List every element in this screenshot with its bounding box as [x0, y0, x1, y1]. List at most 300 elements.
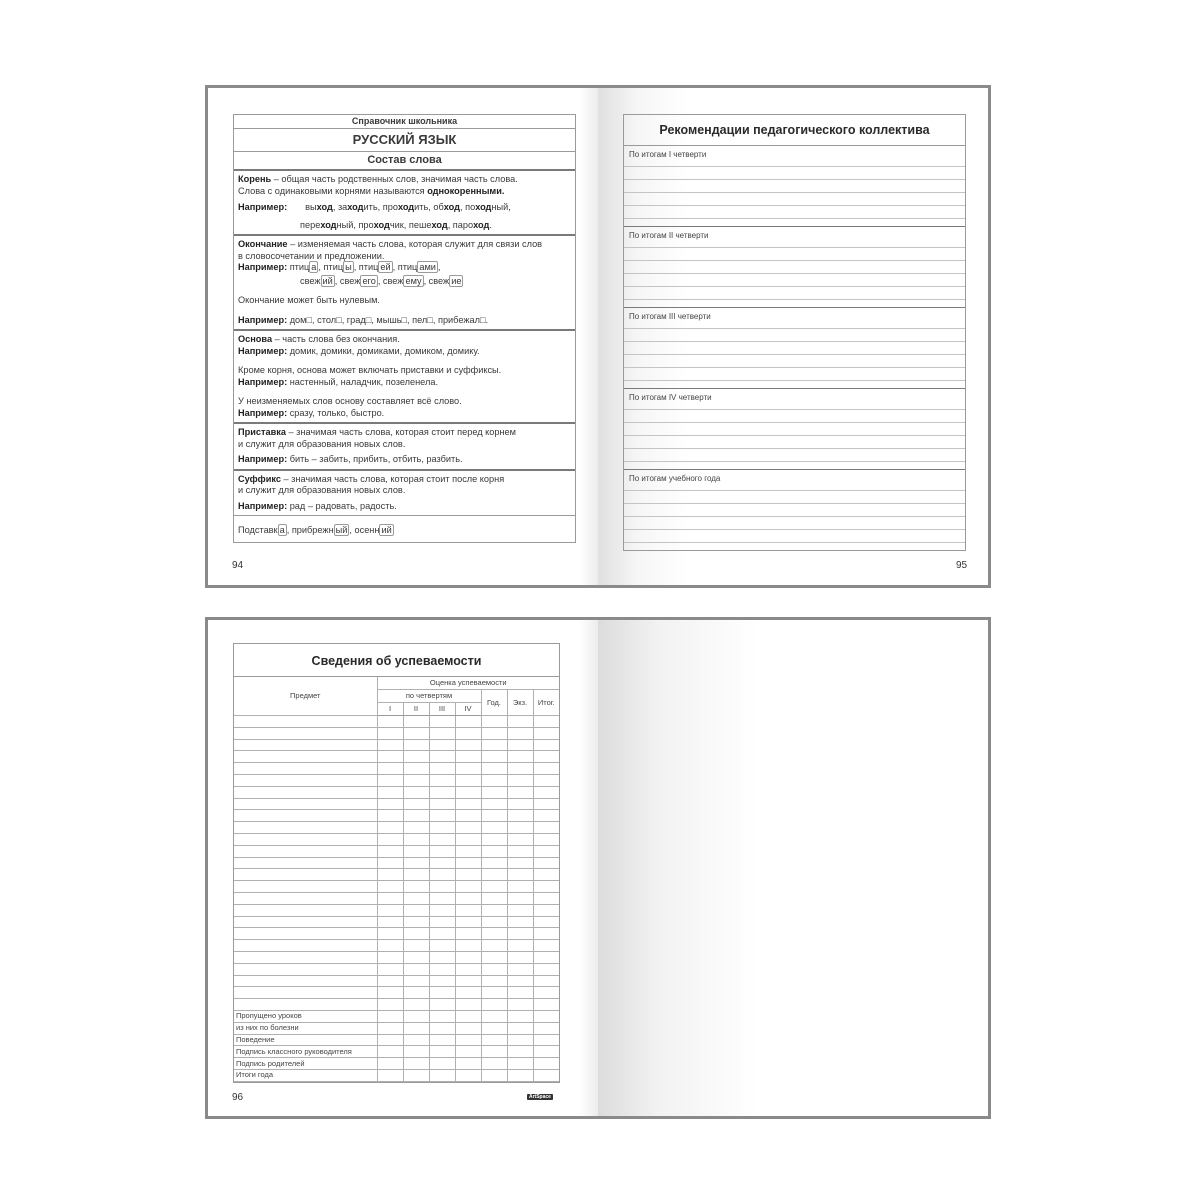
grade-cell[interactable] [429, 892, 455, 904]
table-row [234, 833, 559, 845]
grade-cell[interactable] [429, 774, 455, 786]
grade-cell[interactable] [481, 999, 507, 1011]
grade-cell[interactable] [403, 845, 429, 857]
grade-cell[interactable] [455, 1058, 481, 1070]
grade-cell[interactable] [507, 1034, 533, 1046]
grade-cell[interactable] [377, 975, 403, 987]
grade-cell[interactable] [533, 1069, 559, 1081]
grade-cell[interactable] [481, 774, 507, 786]
grade-cell[interactable] [533, 999, 559, 1011]
grade-cell[interactable] [507, 940, 533, 952]
grade-cell[interactable] [429, 1010, 455, 1022]
quarter-label: По итогам III четверти [629, 312, 711, 321]
quarter-block [624, 308, 965, 389]
grade-cell[interactable] [377, 963, 403, 975]
grade-cell[interactable] [533, 928, 559, 940]
grade-cell[interactable] [507, 739, 533, 751]
grade-cell[interactable] [377, 774, 403, 786]
grade-cell[interactable] [455, 963, 481, 975]
grade-cell[interactable] [455, 751, 481, 763]
grade-cell[interactable] [234, 963, 377, 975]
grade-cell[interactable] [234, 833, 377, 845]
grade-cell[interactable] [234, 727, 377, 739]
col-grades: Оценка успеваемости [377, 677, 559, 690]
grade-cell[interactable] [429, 822, 455, 834]
grade-cell[interactable] [455, 987, 481, 999]
grade-cell[interactable] [403, 833, 429, 845]
grades-table [234, 677, 559, 1082]
grade-cell[interactable] [234, 774, 377, 786]
section-root: Корень – общая часть родственных слов, значимая часть слова. Слова с одинаковыми корнями называются однокоренными. Например: выход, заходить, проходить, обход, походный, переходный, проходчик, пешеход, пароход. [234, 171, 575, 236]
grade-cell[interactable] [429, 727, 455, 739]
grade-cell[interactable] [429, 1069, 455, 1081]
grade-cell[interactable] [403, 940, 429, 952]
grade-cell[interactable] [403, 739, 429, 751]
grade-cell[interactable] [481, 928, 507, 940]
grade-cell[interactable] [533, 916, 559, 928]
grade-cell[interactable] [455, 975, 481, 987]
grade-cell[interactable] [429, 763, 455, 775]
writing-line [624, 328, 965, 329]
grade-cell[interactable] [403, 716, 429, 728]
grade-cell[interactable] [455, 810, 481, 822]
grade-cell[interactable] [507, 928, 533, 940]
grades-box [233, 643, 560, 1083]
grade-cell[interactable] [533, 1034, 559, 1046]
table-row [234, 975, 559, 987]
grade-cell[interactable] [481, 963, 507, 975]
col-quarters: по четвертям [377, 690, 481, 703]
grade-cell[interactable] [234, 975, 377, 987]
quarter-block [624, 470, 965, 551]
grade-cell[interactable] [403, 822, 429, 834]
page-95 [598, 88, 988, 585]
grade-cell[interactable] [429, 751, 455, 763]
grade-cell[interactable] [429, 987, 455, 999]
grade-cell[interactable] [533, 822, 559, 834]
recommendations-title: Рекомендации педагогического коллектива [624, 115, 965, 146]
grade-cell[interactable] [429, 786, 455, 798]
grade-cell[interactable] [403, 1058, 429, 1070]
grade-cell[interactable] [507, 786, 533, 798]
grade-cell[interactable] [377, 786, 403, 798]
grade-cell[interactable] [507, 951, 533, 963]
grade-cell[interactable] [377, 763, 403, 775]
grade-cell[interactable] [377, 727, 403, 739]
grade-cell[interactable] [481, 1034, 507, 1046]
grade-cell[interactable] [507, 727, 533, 739]
table-row [234, 845, 559, 857]
grade-cell[interactable] [403, 857, 429, 869]
grade-cell[interactable] [234, 951, 377, 963]
grade-cell[interactable] [234, 739, 377, 751]
grade-cell[interactable] [533, 751, 559, 763]
grade-cell[interactable] [403, 810, 429, 822]
grade-cell[interactable] [507, 822, 533, 834]
grade-cell[interactable] [533, 1058, 559, 1070]
grade-cell[interactable] [481, 751, 507, 763]
grade-cell[interactable] [455, 739, 481, 751]
grade-cell[interactable] [533, 833, 559, 845]
quarter-blocks [624, 146, 965, 551]
grade-cell[interactable] [533, 798, 559, 810]
grade-cell[interactable] [377, 1058, 403, 1070]
table-row [234, 798, 559, 810]
table-row [234, 999, 559, 1011]
writing-line [624, 461, 965, 462]
grade-cell[interactable] [533, 869, 559, 881]
writing-line [624, 422, 965, 423]
writing-line [624, 218, 965, 219]
grade-cell[interactable] [481, 833, 507, 845]
grade-cell[interactable] [403, 963, 429, 975]
grade-cell[interactable] [507, 999, 533, 1011]
grade-cell[interactable] [481, 763, 507, 775]
grade-cell[interactable] [403, 727, 429, 739]
grade-cell[interactable] [377, 833, 403, 845]
grade-cell[interactable] [403, 1069, 429, 1081]
grade-cell[interactable] [507, 892, 533, 904]
grade-cell[interactable] [481, 916, 507, 928]
table-row [234, 810, 559, 822]
grade-cell[interactable] [533, 963, 559, 975]
grade-cell[interactable] [429, 716, 455, 728]
grade-cell[interactable] [533, 763, 559, 775]
grade-cell[interactable] [481, 798, 507, 810]
grade-cell[interactable] [481, 1058, 507, 1070]
grade-cell[interactable] [234, 892, 377, 904]
grade-cell[interactable] [403, 774, 429, 786]
grade-cell[interactable] [533, 786, 559, 798]
grade-cell[interactable] [533, 727, 559, 739]
grade-cell[interactable] [429, 845, 455, 857]
grade-cell[interactable] [455, 1034, 481, 1046]
grade-cell[interactable] [377, 751, 403, 763]
row-label: Пропущено уроков [234, 1010, 377, 1022]
grade-cell[interactable] [234, 940, 377, 952]
grade-cell[interactable] [377, 716, 403, 728]
grade-cell[interactable] [507, 1010, 533, 1022]
grade-cell[interactable] [403, 951, 429, 963]
grade-cell[interactable] [377, 845, 403, 857]
writing-line [624, 205, 965, 206]
grade-cell[interactable] [455, 727, 481, 739]
grade-cell[interactable] [429, 975, 455, 987]
grade-cell[interactable] [455, 1046, 481, 1058]
grade-cell[interactable] [507, 833, 533, 845]
grade-cell[interactable] [507, 1022, 533, 1034]
grades-title: Сведения об успеваемости [234, 644, 559, 677]
grade-cell[interactable] [429, 940, 455, 952]
writing-line [624, 273, 965, 274]
grade-cell[interactable] [377, 999, 403, 1011]
table-row [234, 822, 559, 834]
reference-section-title: Состав слова [234, 152, 575, 171]
table-row [234, 1022, 559, 1034]
grade-cell[interactable] [403, 1046, 429, 1058]
grade-cell[interactable] [533, 845, 559, 857]
grade-cell[interactable] [234, 916, 377, 928]
grade-cell[interactable] [533, 951, 559, 963]
grade-cell[interactable] [403, 987, 429, 999]
grade-cell[interactable] [377, 869, 403, 881]
grade-cell[interactable] [507, 1069, 533, 1081]
grade-cell[interactable] [533, 716, 559, 728]
grade-cell[interactable] [507, 798, 533, 810]
grade-cell[interactable] [507, 869, 533, 881]
writing-line [624, 166, 965, 167]
grade-cell[interactable] [507, 987, 533, 999]
grade-cell[interactable] [403, 1010, 429, 1022]
grade-cell[interactable] [507, 904, 533, 916]
col-q4: IV [455, 703, 481, 716]
grade-cell[interactable] [429, 1034, 455, 1046]
grade-cell[interactable] [429, 963, 455, 975]
grade-cell[interactable] [455, 833, 481, 845]
grade-cell[interactable] [403, 1022, 429, 1034]
grade-cell[interactable] [429, 833, 455, 845]
grade-cell[interactable] [455, 904, 481, 916]
grade-cell[interactable] [403, 751, 429, 763]
grade-cell[interactable] [481, 1046, 507, 1058]
grade-cell[interactable] [507, 963, 533, 975]
grade-cell[interactable] [533, 892, 559, 904]
grade-cell[interactable] [377, 904, 403, 916]
writing-line [624, 529, 965, 530]
grade-cell[interactable] [507, 881, 533, 893]
grade-cell[interactable] [429, 904, 455, 916]
grade-cell[interactable] [377, 892, 403, 904]
grade-cell[interactable] [377, 951, 403, 963]
grade-cell[interactable] [455, 951, 481, 963]
grade-cell[interactable] [507, 716, 533, 728]
grade-cell[interactable] [481, 975, 507, 987]
grade-cell[interactable] [507, 774, 533, 786]
writing-line [624, 179, 965, 180]
grade-cell[interactable] [377, 810, 403, 822]
grade-cell[interactable] [429, 916, 455, 928]
grade-cell[interactable] [481, 1022, 507, 1034]
quarter-label: По итогам IV четверти [629, 393, 712, 402]
grade-cell[interactable] [403, 1034, 429, 1046]
grade-cell[interactable] [403, 928, 429, 940]
grade-cell[interactable] [533, 1010, 559, 1022]
grade-cell[interactable] [481, 810, 507, 822]
grade-cell[interactable] [507, 857, 533, 869]
grade-cell[interactable] [481, 951, 507, 963]
grade-cell[interactable] [377, 1069, 403, 1081]
row-label: из них по болезни [234, 1022, 377, 1034]
writing-line [624, 192, 965, 193]
grade-cell[interactable] [507, 845, 533, 857]
grade-cell[interactable] [234, 869, 377, 881]
grade-cell[interactable] [533, 857, 559, 869]
quarter-label: По итогам I четверти [629, 150, 707, 159]
col-q3: III [429, 703, 455, 716]
grade-cell[interactable] [455, 1022, 481, 1034]
grade-cell[interactable] [429, 810, 455, 822]
grade-cell[interactable] [377, 1022, 403, 1034]
grade-cell[interactable] [533, 774, 559, 786]
grade-cell[interactable] [481, 987, 507, 999]
writing-line [624, 247, 965, 248]
grade-cell[interactable] [533, 975, 559, 987]
grade-cell[interactable] [507, 763, 533, 775]
grade-cell[interactable] [507, 1058, 533, 1070]
brand-logo: ArtSpace [529, 1094, 551, 1100]
grade-cell[interactable] [403, 869, 429, 881]
grade-cell[interactable] [377, 916, 403, 928]
writing-line [624, 260, 965, 261]
grade-cell[interactable] [377, 798, 403, 810]
grade-cell[interactable] [234, 904, 377, 916]
grade-cell[interactable] [455, 774, 481, 786]
grade-cell[interactable] [429, 951, 455, 963]
table-row [234, 727, 559, 739]
grade-cell[interactable] [234, 987, 377, 999]
quarter-block [624, 389, 965, 470]
grade-cell[interactable] [234, 857, 377, 869]
grade-cell[interactable] [234, 928, 377, 940]
grade-cell[interactable] [481, 1069, 507, 1081]
grade-cell[interactable] [533, 810, 559, 822]
grade-cell[interactable] [481, 904, 507, 916]
grade-cell[interactable] [533, 1046, 559, 1058]
grade-cell[interactable] [377, 928, 403, 940]
grade-cell[interactable] [481, 869, 507, 881]
grade-cell[interactable] [481, 739, 507, 751]
grade-cell[interactable] [403, 892, 429, 904]
reference-title: РУССКИЙ ЯЗЫК [234, 129, 575, 152]
grade-cell[interactable] [533, 881, 559, 893]
writing-line [624, 435, 965, 436]
grade-cell[interactable] [429, 1046, 455, 1058]
grade-cell[interactable] [377, 1046, 403, 1058]
grade-cell[interactable] [234, 786, 377, 798]
grade-cell[interactable] [481, 881, 507, 893]
grade-cell[interactable] [455, 822, 481, 834]
grade-cell[interactable] [455, 892, 481, 904]
grade-cell[interactable] [234, 763, 377, 775]
grade-cell[interactable] [429, 881, 455, 893]
grade-cell[interactable] [377, 987, 403, 999]
grade-cell[interactable] [507, 1046, 533, 1058]
grade-cell[interactable] [481, 716, 507, 728]
grade-cell[interactable] [429, 1058, 455, 1070]
grade-cell[interactable] [403, 763, 429, 775]
grade-cell[interactable] [481, 1010, 507, 1022]
grade-cell[interactable] [481, 845, 507, 857]
grade-cell[interactable] [533, 987, 559, 999]
grade-cell[interactable] [377, 1010, 403, 1022]
table-row [234, 928, 559, 940]
page-97-blank [598, 620, 988, 1116]
grade-cell[interactable] [429, 857, 455, 869]
grade-cell[interactable] [455, 1010, 481, 1022]
grade-cell[interactable] [234, 716, 377, 728]
page-96 [208, 620, 598, 1116]
grade-cell[interactable] [455, 916, 481, 928]
grade-cell[interactable] [481, 892, 507, 904]
table-row [234, 869, 559, 881]
grade-cell[interactable] [234, 810, 377, 822]
grade-cell[interactable] [481, 857, 507, 869]
grade-cell[interactable] [234, 881, 377, 893]
grade-cell[interactable] [455, 940, 481, 952]
grade-cell[interactable] [455, 763, 481, 775]
table-row [234, 904, 559, 916]
grade-cell[interactable] [507, 751, 533, 763]
grade-cell[interactable] [403, 881, 429, 893]
table-row [234, 1010, 559, 1022]
grade-cell[interactable] [481, 822, 507, 834]
row-label: Поведение [234, 1034, 377, 1046]
grade-cell[interactable] [533, 904, 559, 916]
grade-cell[interactable] [403, 786, 429, 798]
grade-cell[interactable] [377, 1034, 403, 1046]
grade-cell[interactable] [507, 916, 533, 928]
grade-cell[interactable] [455, 786, 481, 798]
grade-cell[interactable] [234, 751, 377, 763]
grade-cell[interactable] [533, 1022, 559, 1034]
grade-cell[interactable] [429, 1022, 455, 1034]
grade-cell[interactable] [481, 940, 507, 952]
grade-cell[interactable] [234, 845, 377, 857]
grade-cell[interactable] [377, 739, 403, 751]
grade-cell[interactable] [533, 739, 559, 751]
quarter-block [624, 227, 965, 308]
grade-cell[interactable] [507, 975, 533, 987]
grade-cell[interactable] [455, 928, 481, 940]
grade-cell[interactable] [234, 822, 377, 834]
grade-cell[interactable] [429, 869, 455, 881]
grade-cell[interactable] [507, 810, 533, 822]
grade-cell[interactable] [533, 940, 559, 952]
page-number-left: 94 [232, 560, 244, 571]
table-row [234, 739, 559, 751]
grade-cell[interactable] [455, 845, 481, 857]
grade-cell[interactable] [403, 975, 429, 987]
table-row [234, 951, 559, 963]
col-q2: II [403, 703, 429, 716]
grade-cell[interactable] [455, 881, 481, 893]
grade-cell[interactable] [455, 857, 481, 869]
section-suffix: Суффикс – значимая часть слова, которая стоит после корня и служит для образования новых слов. Например: рад – радовать, радость. [234, 471, 575, 517]
grade-cell[interactable] [455, 999, 481, 1011]
grade-cell[interactable] [455, 1069, 481, 1081]
grade-cell[interactable] [377, 881, 403, 893]
grade-cell[interactable] [403, 904, 429, 916]
grade-cell[interactable] [481, 786, 507, 798]
grade-cell[interactable] [234, 999, 377, 1011]
table-row [234, 987, 559, 999]
grade-cell[interactable] [403, 999, 429, 1011]
grade-cell[interactable] [377, 857, 403, 869]
grade-cell[interactable] [403, 798, 429, 810]
grade-cell[interactable] [234, 798, 377, 810]
grade-cell[interactable] [377, 940, 403, 952]
grade-cell[interactable] [429, 928, 455, 940]
grade-cell[interactable] [429, 798, 455, 810]
grade-cell[interactable] [455, 716, 481, 728]
grade-cell[interactable] [403, 916, 429, 928]
grade-cell[interactable] [455, 869, 481, 881]
grade-cell[interactable] [455, 798, 481, 810]
grade-cell[interactable] [481, 727, 507, 739]
grade-cell[interactable] [429, 999, 455, 1011]
grade-cell[interactable] [377, 822, 403, 834]
grade-cell[interactable] [429, 739, 455, 751]
